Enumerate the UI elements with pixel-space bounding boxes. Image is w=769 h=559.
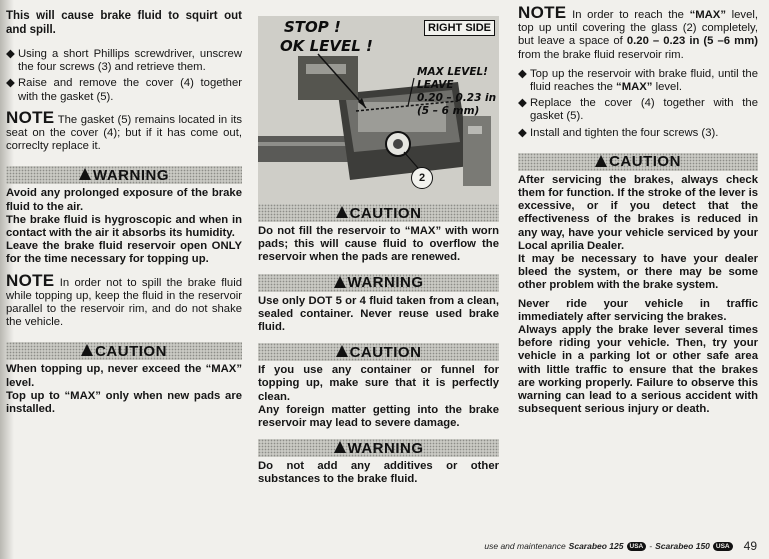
bullet-icon: ◆: [518, 67, 527, 80]
bullet-text: Raise and remove the cover (4) together with the gasket (5).: [18, 77, 242, 103]
bullet-item: [518, 68, 758, 94]
column-middle: [258, 0, 499, 487]
note-text: from the brake fluid reservoir rim.: [518, 48, 684, 61]
banner-title: CAUTION: [609, 153, 681, 171]
bullet-text: Install and tighten the four screws (3).: [530, 126, 719, 139]
max-level-line: MAX LEVEL!: [417, 66, 488, 78]
bullet-text: “MAX”: [616, 81, 653, 94]
bullet-item: [6, 48, 242, 74]
right-side-label: RIGHT SIDE: [424, 20, 495, 36]
banner-title: CAUTION: [95, 342, 167, 360]
banner-title: WARNING: [93, 166, 169, 184]
note-paragraph: [6, 270, 242, 330]
caution-text: Always apply the brake lever several times before riding your vehicle. Then, try your vehicle in a parking lot or other safe area with little traffic to ensure that the brakes are working properly. Failure to observe this warning can lead to a serious accident with subsequent serious injury or death.: [518, 324, 758, 416]
max-level-label: [417, 66, 496, 118]
footer-separator: -: [649, 541, 653, 551]
caution-text: Top up to “MAX” only when new pads are installed.: [6, 389, 242, 416]
stop-label: STOP !: [284, 18, 341, 36]
note-paragraph: [6, 107, 242, 154]
note-label: NOTE: [6, 107, 55, 127]
warning-triangle-icon: [336, 345, 348, 357]
column-right: [518, 0, 758, 416]
page-footer: [484, 539, 757, 553]
caution-banner: [6, 342, 242, 360]
note-text: In order not to spill the brake fluid while topping up, keep the fluid in the reservoir parallel to the reservoir rim, and do not shake the vehicle.: [6, 276, 242, 329]
warning-triangle-icon: [334, 276, 346, 288]
warning-text: The brake fluid is hygroscopic and when in contact with the air it absorbs its humidity.: [6, 213, 242, 240]
warning-text: Avoid any prolonged exposure of the brake fluid to the air.: [6, 187, 242, 213]
bullet-icon: ◆: [6, 77, 15, 90]
caution-text: It may be necessary to have your dealer bleed the system, or there may be some other problem with the brake system.: [518, 253, 758, 292]
reservoir-illustration: [258, 16, 499, 204]
bullet-icon: ◆: [6, 48, 15, 60]
banner-title: CAUTION: [349, 204, 422, 222]
warning-text: Do not add any additives or other substances to the brake fluid.: [258, 460, 499, 486]
note-text: In order to reach the: [566, 9, 690, 21]
warning-text: Leave the brake fluid reservoir open ONLY for the time necessary for topping up.: [6, 240, 242, 266]
column-left: [6, 0, 242, 416]
bullet-item: [518, 127, 758, 140]
warning-banner: [258, 274, 499, 292]
note-label: NOTE: [518, 3, 567, 22]
bullet-text: Replace the cover (4) together with the gasket (5).: [530, 97, 758, 123]
bullet-text: Using a short Phillips screwdriver, unscrew the four screws (3) and retrieve them.: [18, 48, 242, 74]
bullet-text: level.: [652, 81, 682, 94]
max-level-line: 0.20 – 0.23 in: [417, 92, 497, 104]
caution-banner: [518, 153, 758, 171]
caution-banner: [258, 343, 499, 361]
warning-triangle-icon: [81, 344, 93, 356]
caution-text: If you use any container or funnel for topping up, make sure that it is perfectly clean.: [258, 364, 499, 403]
caution-text: Do not fill the reservoir to “MAX” with worn pads; this will cause fluid to overflow the reservoir when the pads are renewed.: [258, 225, 499, 264]
bullet-icon: ◆: [518, 126, 527, 139]
caution-text: After servicing the brakes, always check them for function. If the stroke of the lever is excessive, or if you detect that the effectiveness of the brakes is reduced in any way, have your vehicle serviced by your Local aprilia Dealer.: [518, 173, 758, 252]
caution-banner: [258, 204, 499, 222]
bullet-item: [518, 97, 758, 123]
footer-model: Scarabeo 125: [568, 541, 624, 551]
warning-triangle-icon: [336, 206, 348, 218]
warning-banner: [258, 439, 499, 457]
warning-triangle-icon: [79, 168, 91, 180]
callout-number: 2: [411, 167, 433, 189]
max-level-line: LEAVE: [417, 79, 454, 91]
warning-triangle-icon: [595, 155, 607, 167]
note-text: The gasket (5) remains located in its seat on the cover (4); but if it has come out, correclty replace it.: [6, 113, 242, 153]
warning-text: Use only DOT 5 or 4 fluid taken from a clean, sealed container. Never reuse used brake fluid.: [258, 294, 499, 334]
caution-text: Any foreign matter getting into the brake reservoir may lead to severe damage.: [258, 403, 499, 430]
usa-badge: USA: [627, 542, 647, 551]
caution-text: Never ride your vehicle in traffic immediately after servicing the brakes.: [518, 297, 758, 323]
bullet-icon: ◆: [518, 97, 527, 110]
max-level-line: (5 – 6 mm): [417, 105, 480, 117]
banner-title: WARNING: [347, 439, 424, 457]
banner-title: WARNING: [347, 274, 424, 292]
note-text: “MAX”: [689, 9, 726, 21]
page-number: 49: [743, 539, 757, 553]
note-text: level, top up until covering the glass (2) completely, but leave a space of: [518, 9, 758, 48]
warning-banner: [6, 166, 242, 184]
intro-text: This will cause brake fluid to squirt out and spill.: [6, 10, 242, 36]
usa-badge: USA: [713, 542, 733, 551]
bullet-text: Top up the reservoir with brake fluid, until the fluid reaches the: [530, 67, 758, 94]
note-paragraph: [518, 3, 758, 62]
warning-triangle-icon: [334, 441, 346, 453]
note-label: NOTE: [6, 270, 55, 290]
footer-model: Scarabeo 150: [655, 541, 710, 551]
bullet-item: [6, 77, 242, 103]
footer-section: use and maintenance: [484, 541, 566, 551]
ok-level-label: OK LEVEL !: [280, 37, 373, 55]
note-text: 0.20 – 0.23 in (5 –6 mm): [626, 35, 758, 48]
banner-title: CAUTION: [349, 343, 422, 361]
caution-text: When topping up, never exceed the “MAX” level.: [6, 363, 242, 389]
